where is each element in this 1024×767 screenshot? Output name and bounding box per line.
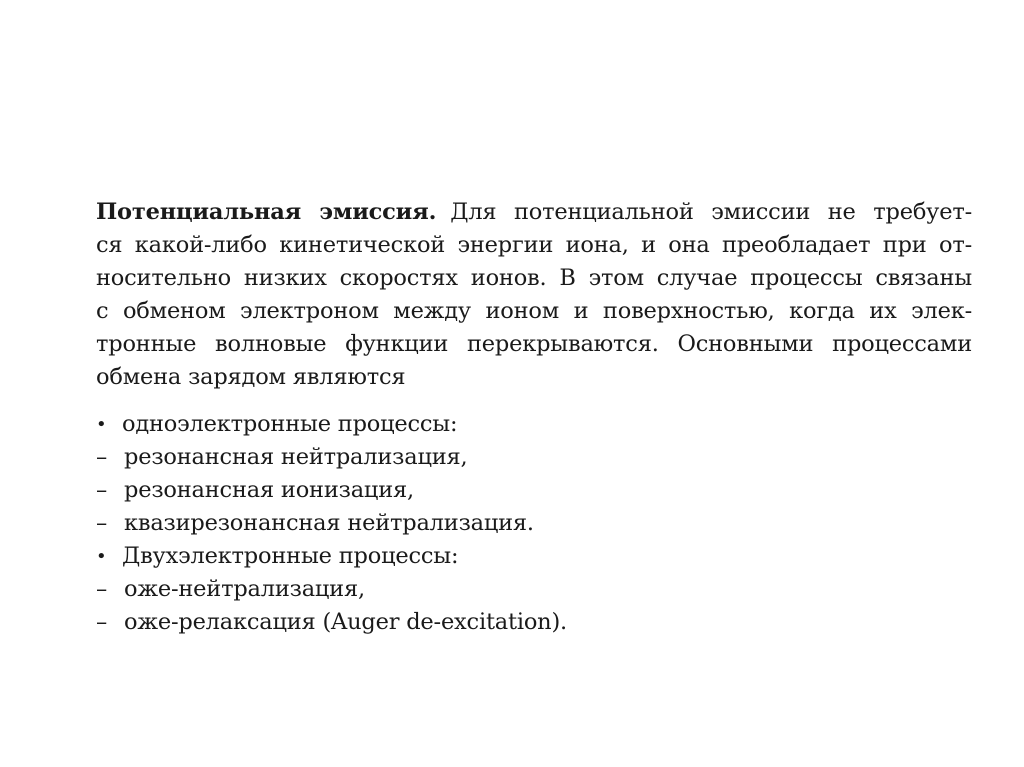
list-item (96, 441, 972, 474)
text-block (96, 196, 972, 639)
list-item-text: квазирезонансная нейтрализация. (124, 510, 534, 536)
list-item-text: оже-нейтрализация, (124, 576, 365, 602)
paragraph-line-5: тронные волновые функции перекрываются. Основными процессами (96, 331, 972, 357)
paragraph-line-2: ся какой-либо кинетической энергии иона, и она преобладает при от- (96, 232, 972, 258)
list-group-title-text: Двухэлектронные процессы: (122, 543, 459, 569)
list-item-text: резонансная ионизация, (124, 477, 414, 503)
list-group-title-text: одноэлектронные процессы: (122, 411, 458, 437)
list-item (96, 573, 972, 606)
list-item (96, 474, 972, 507)
dash-icon: – (96, 609, 108, 635)
paragraph-line-1 (96, 196, 972, 229)
list-group-title (96, 408, 972, 441)
dash-icon: – (96, 576, 108, 602)
paragraph-potential-emission (96, 196, 972, 394)
list-item-text: резонансная нейтрализация, (124, 444, 468, 470)
list-item (96, 507, 972, 540)
dash-icon: – (96, 510, 108, 536)
dash-icon: – (96, 477, 108, 503)
paragraph-line-4: с обменом электроном между ионом и поверхностью, когда их элек- (96, 298, 972, 324)
paragraph-line-3: носительно низких скоростях ионов. В этом случае процессы связаны (96, 265, 972, 291)
charge-exchange-process-list (96, 408, 972, 639)
dash-icon: – (96, 444, 108, 470)
bullet-icon: • (96, 546, 107, 567)
paragraph-lead-term: Потенциальная эмиссия. (96, 199, 437, 225)
list-item-text: оже-релаксация (Auger de-excitation). (124, 609, 568, 635)
list-group-title (96, 540, 972, 573)
paragraph-line-text: Для потенциальной эмиссии не требует- (450, 199, 972, 225)
paragraph-line-6: обмена зарядом являются (96, 364, 406, 390)
bullet-icon: • (96, 414, 107, 435)
list-item (96, 606, 972, 639)
